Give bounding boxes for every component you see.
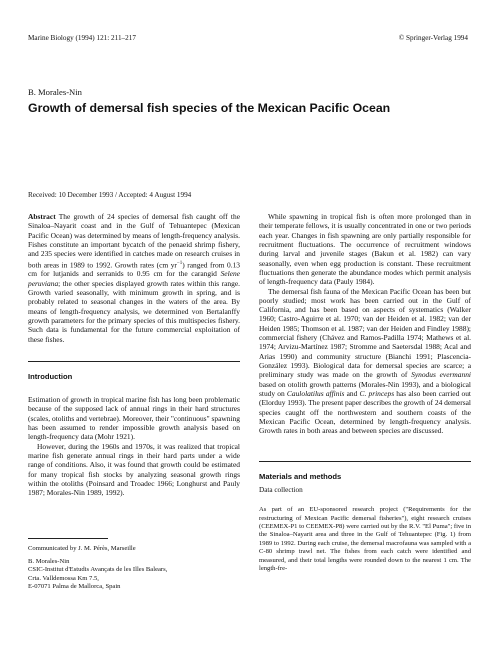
affiliation-city: E-07071 Palma de Mallorca, Spain: [28, 583, 121, 591]
paper-title: Growth of demersal fish species of the Mexican Pacific Ocean: [28, 101, 391, 115]
species-c-princeps: C. princeps: [359, 388, 395, 398]
body-paragraph-fauna: The demersal fish fauna of the Mexican Pacific Ocean has been but poorly studied; most work has been carried out in the Gulf of California, and has been based on aspects of systematics (Walker 1960; Castro-Aguirre et al. 1970; van der Heiden et al. 1982; van der Heiden 1985; Thomson et al. 1987; van der Heiden and Findley 1988); commercial fishery (Chávez and Ramos-Padilla 1974; Mathews et al. 1974; Arvizu-Martínez 1987; Stromme and Saetersdal 1988; Acal and Arias 1990) and community structure (Bianchi 1991; Plascencia-González 1993). Biological data for demersal species are scarce; a preliminary study was made on the growth of Synodus evermanni based on otolith growth patterns (Morales-Nin 1993), and a biological study on Caulolatilus affinis and C. princeps has also been carried out (Elorduy 1993). The present paper describes the growth of 24 demersal species caught off the northwestern and southern coasts of the Mexican Pacific Ocean, determined by length-frequency analysis. Growth rates in both areas and between species are discussed.: [259, 286, 472, 436]
received-dates: Received: 10 December 1993 / Accepted: 4 August 1994: [28, 191, 192, 199]
methods-heading: Materials and methods: [259, 471, 342, 481]
abstract-text-1: The growth of 24 species of demersal fish caught off the Sinaloa–Nayarit coast and in the Gulf of Tehuantepec (Mexican Pacific Ocean) was determined by means of length-frequency analysis. Fishes constitute an important bycatch of the penaeid shrimp fishery, and 235 species were identified in catches made on research cruises in both areas in 1989 to 1992. Growth rates (cm yr: [28, 212, 240, 270]
communicated-by: Communicated by J. M. Pérès, Marseille: [28, 544, 136, 552]
section-divider: [28, 361, 240, 362]
abstract-unit-superscript: −1: [176, 260, 183, 266]
body-paragraph-spawning: While spawning in tropical fish is often more prolonged than in their temperate fellows, it is usually concentrated in one or two periods each year. Changes in fish spawning are only partially responsible for recruitment fluctuations. The occurrence of recruitment windows during larval and juvenile stages (Bakun et al. 1982) can vary seasonally, even when egg production is constant. These recruitment fluctuations then generate the abundance modes which permit analysis of length-frequency data (Pauly 1984).: [259, 212, 471, 287]
affiliation-name: B. Morales-Nin: [28, 558, 70, 566]
right-column: [259, 212, 471, 573]
abstract: [28, 212, 240, 344]
abstract-species: Selene peruviana: [28, 269, 240, 288]
abstract-text-2: ) ranged from 0.13 cm for lutjanids and serranids to 0.95 cm for the carangid: [28, 260, 241, 279]
affiliation-institute: CSIC-Institut d'Estudis Avançats de les Illes Balears,: [28, 566, 168, 574]
methods-subheading: Data collection: [259, 485, 303, 494]
affiliation-street: Crta. Valldemossa Km 7.5,: [28, 574, 99, 582]
introduction-heading: Introduction: [28, 371, 73, 381]
introduction-paragraph-2: However, during the 1960s and 1970s, it was realized that tropical marine fish generate annual rings in their hard parts under a wide range of conditions. Also, it was found that growth could be estimated for many tropical fish stocks by analyzing seasonal growth rings within the otoliths (Poinsard and Troadec 1966; Longhurst and Pauly 1987; Morales-Nin 1989, 1992).: [28, 441, 240, 498]
abstract-label: Abstract: [28, 212, 56, 221]
section-divider: [259, 461, 471, 462]
left-column: [28, 212, 240, 592]
author-name: B. Morales-Nin: [28, 87, 82, 97]
abstract-text-3: ; the other species displayed growth rates within this range. Growth varied seasonally, with minimum growth in spring, and is probably related to seasonal changes in the waters of the area. By means of length-frequency analysis, we determined von Bertalanffy growth parameters for the primary species of this multispecies fishery. Such data is fundamental for the future commercial exploitation of these fishes.: [28, 278, 240, 344]
species-caulolatilus: Caulolatilus affinis: [286, 388, 345, 398]
species-synodus: Synodus evermanni: [411, 370, 472, 380]
methods-paragraph: As part of an EU-sponsored research project ("Requirements for the restructuring of Mexican Pacific demersal fisheries"), eight research cruises (CEEMEX-P1 to CEEMEX-P8) were carried out by the R.V. "El Puma"; five in the Sinaloa–Nayarit area and three in the Gulf of Tehuantepec (Fig. 1) from 1989 to 1992. During each cruise, the demersal macrofauna was sampled with a C-80 shrimp trawl net. The fishes from each catch were identified and measured, and their total lengths were rounded down to the nearest 1 cm. The length-fre-: [259, 506, 471, 572]
copyright-notice: © Springer-Verlag 1994: [398, 34, 468, 42]
footnote-divider: [28, 538, 108, 539]
introduction-paragraph-1: Estimation of growth in tropical marine fish has long been problematic because of the supposed lack of annual rings in their hard structures (scales, otoliths and vertebrae). Moreover, their "continuous" spawning has been assumed to render impossible growth analysis based on length-frequency data (Mohr 1921).: [28, 395, 240, 442]
journal-citation: Marine Biology (1994) 121: 211–217: [28, 34, 136, 42]
